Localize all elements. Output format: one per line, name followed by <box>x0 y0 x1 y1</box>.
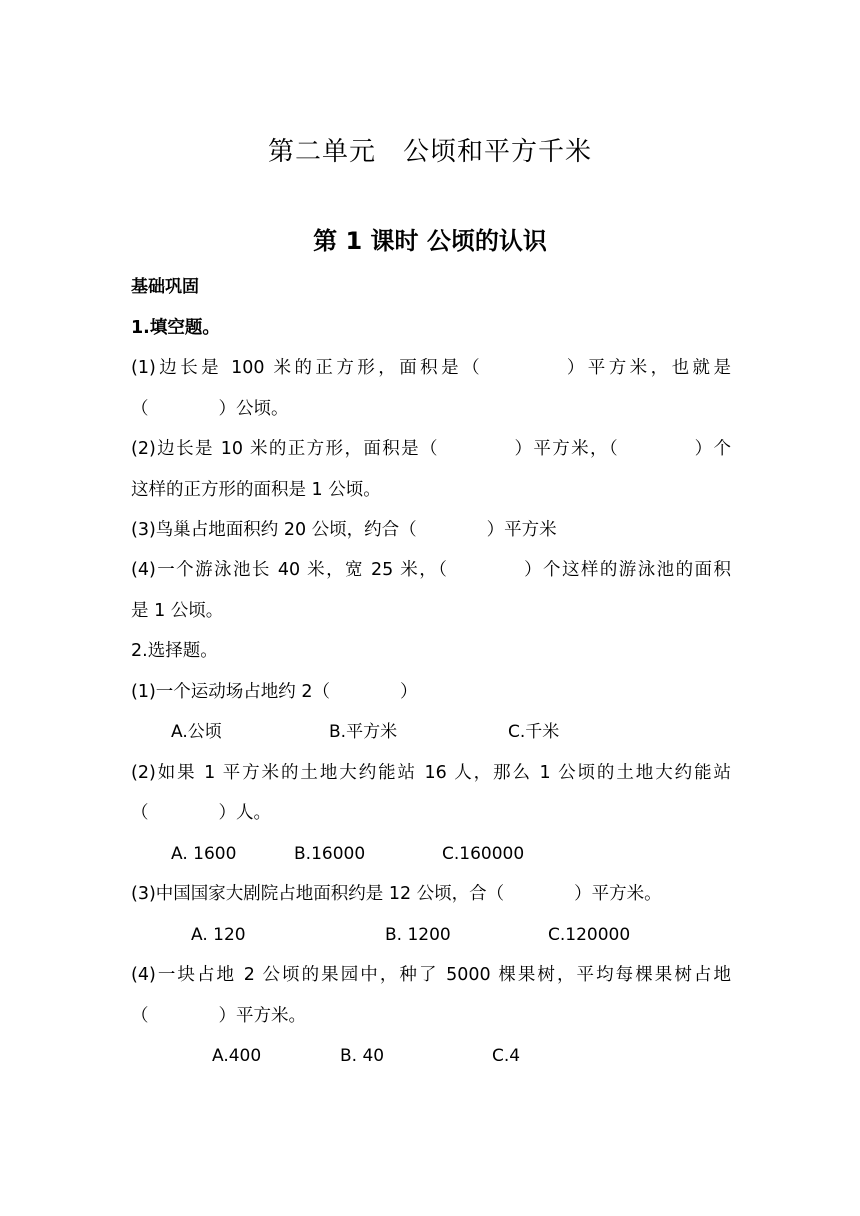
q2-item-4-option-b: B. 40 <box>340 1046 385 1066</box>
q2-item-1-option-c: C.千米 <box>508 722 560 742</box>
q2-item-2-option-a: A. 1600 <box>171 844 237 864</box>
q1-item-2-line-1: (2)边长是 10 米的正方形，面积是（ ）平方米，（ ）个 <box>131 439 731 459</box>
q1-item-1-line-1: (1)边长是 100 米的正方形，面积是（ ）平方米，也就是 <box>131 358 731 378</box>
q2-item-3-option-c: C.120000 <box>548 925 631 945</box>
q2-item-2-option-c: C.160000 <box>442 844 525 864</box>
q2-item-4-line-1: (4)一块占地 2 公顷的果园中，种了 5000 棵果树，平均每棵果树占地 <box>131 965 731 985</box>
section-heading: 基础巩固 <box>131 277 199 297</box>
q1-item-3-line-1: (3)鸟巢占地面积约 20 公顷，约合（ ）平方米 <box>131 520 557 540</box>
lesson-subtitle: 第 1 课时 公顷的认识 <box>313 227 547 255</box>
q2-item-1-line-1: (1)一个运动场占地约 2（ ） <box>131 682 418 702</box>
q2-item-1-option-b: B.平方米 <box>329 722 398 742</box>
q2-item-4-option-c: C.4 <box>492 1046 521 1066</box>
q2-item-2-line-1: (2)如果 1 平方米的土地大约能站 16 人，那么 1 公顷的土地大约能站 <box>131 763 731 783</box>
q1-item-4-line-2: 是 1 公顷。 <box>131 601 224 621</box>
q2-item-4-option-a: A.400 <box>212 1046 262 1066</box>
q2-item-4-line-2: （ ）平方米。 <box>131 1006 306 1026</box>
q2-item-3-line-1: (3)中国国家大剧院占地面积约是 12 公顷，合（ ）平方米。 <box>131 884 662 904</box>
q1-heading: 1.填空题。 <box>131 318 220 338</box>
q2-item-2-line-2: （ ）人。 <box>131 803 271 823</box>
q1-item-1-line-2: （ ）公顷。 <box>131 399 289 419</box>
page-title: 第二单元 公顷和平方千米 <box>267 137 592 167</box>
q2-item-1-option-a: A.公顷 <box>171 722 222 742</box>
q2-item-2-option-b: B.16000 <box>294 844 366 864</box>
q2-item-3-option-a: A. 120 <box>191 925 246 945</box>
q1-item-2-line-2: 这样的正方形的面积是 1 公顷。 <box>131 480 381 500</box>
q1-item-4-line-1: (4)一个游泳池长 40 米，宽 25 米，（ ）个这样的游泳池的面积 <box>131 560 731 580</box>
q2-heading: 2.选择题。 <box>131 641 218 661</box>
q2-item-3-option-b: B. 1200 <box>385 925 451 945</box>
